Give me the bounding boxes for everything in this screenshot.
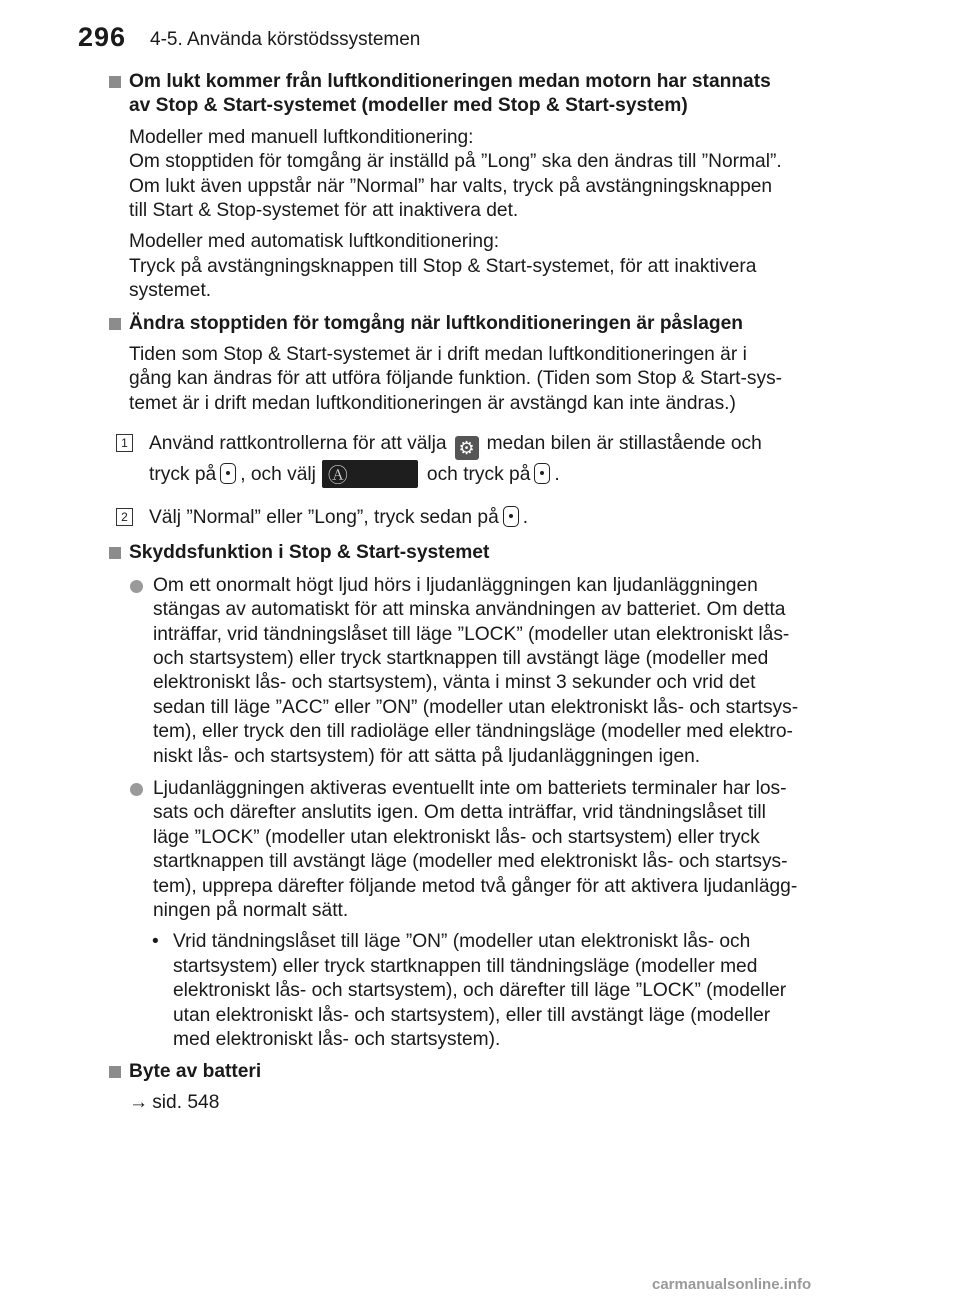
- section-odor: [107, 70, 853, 304]
- section-stop-time: [107, 312, 853, 534]
- settings-gear-icon: ⚙: [455, 436, 479, 460]
- page-number: 296: [78, 22, 127, 52]
- step-number: 1: [116, 434, 133, 452]
- arrow-right-icon: →: [129, 1091, 149, 1113]
- list-item: Om ett onormalt högt ljud hörs i ljudanläggningen kan ljudanläggningen stängas av automatiskt för att minska användningen av batteriet. Om detta inträffar, vrid tändningslåset till läge ”LOCK” (modeller utan elektroniskt lås- och startsystem) eller tryck startknappen till avstängt läge (modeller med elektroniskt lås- och startsystem), vänta i minst 3 sekunder och vrid det sedan till läge ”ACC” eller ”ON” (modeller utan elektroniskt lås- och startsys- tem), eller tryck den till radioläge eller tändningsläge (modeller med elektro- niskt lås- och startsystem) för att sätta på ljudanläggningen igen.: [107, 574, 853, 769]
- section-battery: [107, 1060, 853, 1115]
- reference-link[interactable]: sid. 548: [152, 1091, 220, 1113]
- page-content: [107, 70, 853, 1115]
- section-heading: Byte av batteri: [107, 1060, 853, 1084]
- circle-bullet-icon: [130, 580, 143, 593]
- site-watermark: carmanualsonline.info: [652, 1276, 812, 1293]
- stop-start-display-icon: [322, 460, 418, 488]
- square-bullet-icon: [109, 318, 121, 330]
- ok-button-icon: [534, 463, 550, 484]
- circle-bullet-icon: [130, 783, 143, 796]
- square-bullet-icon: [109, 76, 121, 88]
- list-item: Ljudanläggningen aktiveras eventuellt inte om batteriets terminaler har los- sats och därefter anslutits igen. Om detta inträffar, vrid tändningslåset till läge ”LOCK” (modeller utan elektroniskt lås- och startsystem) eller tryck startknappen till avstängt läge (modeller med elektroniskt lås- och startsys- tem), upprepa därefter följande metod två gånger för att aktivera ljudanlägg- ningen på normalt sätt.: [107, 777, 853, 923]
- chapter-title: 4-5. Använda körstödssystemen: [150, 29, 421, 50]
- page-header: [0, 22, 960, 62]
- paragraph: Modeller med manuell luftkonditionering: Om stopptiden för tomgång är inställd på ”Long” ska den ändras till ”Normal”. Om lukt även uppstår när ”Normal” har valts, tryck på avstängningsknappen till Start & Stop-systemet för att inaktivera det.: [129, 126, 782, 222]
- square-bullet-icon: [109, 547, 121, 559]
- paragraph: Modeller med automatisk luftkonditionering: Tryck på avstängningsknappen till Stop & Start-systemet, för att inaktivera systemet.: [129, 231, 757, 302]
- ok-button-icon: [220, 463, 236, 484]
- section-protection: [107, 541, 853, 1052]
- section-heading: Skyddsfunktion i Stop & Start-systemet: [107, 541, 853, 565]
- section-heading: Om lukt kommer från luftkonditioneringen medan motorn har stannats av Stop & Start-systemet (modeller med Stop & Start-system): [107, 70, 853, 119]
- section-heading: Ändra stopptiden för tomgång när luftkonditioneringen är påslagen: [107, 312, 853, 336]
- auto-stop-icon: Ⓐ: [327, 465, 348, 488]
- step-1: 1 Använd rattkontrollerna för att välja ⚙ medan bilen är stillastående och tryck på , och välj Ⓐ och tryck på .: [107, 429, 853, 490]
- square-bullet-icon: [109, 1066, 121, 1078]
- bullet-marker: •: [152, 931, 159, 953]
- ok-button-icon: [503, 506, 519, 527]
- paragraph: Tiden som Stop & Start-systemet är i drift medan luftkonditioneringen är i gång kan ändras för att utföra följande funktion. (Tiden som Stop & Start-sys- temet är i drift medan luftkonditioneringen är avstängd kan inte ändras.): [129, 344, 783, 414]
- step-2: 2 Välj ”Normal” eller ”Long”, tryck sedan på .: [107, 503, 853, 533]
- page-reference: [107, 1091, 853, 1115]
- step-number: 2: [116, 508, 133, 526]
- sub-list-item: • Vrid tändningslåset till läge ”ON” (modeller utan elektroniskt lås- och startsystem) eller tryck startknappen till tändningsläge (modeller med elektroniskt lås- och startsystem), och därefter till läge ”LOCK” (modeller utan elektroniskt lås- och startsystem), eller till avstängt läge (modeller med elektroniskt lås- och startsystem).: [152, 931, 787, 1050]
